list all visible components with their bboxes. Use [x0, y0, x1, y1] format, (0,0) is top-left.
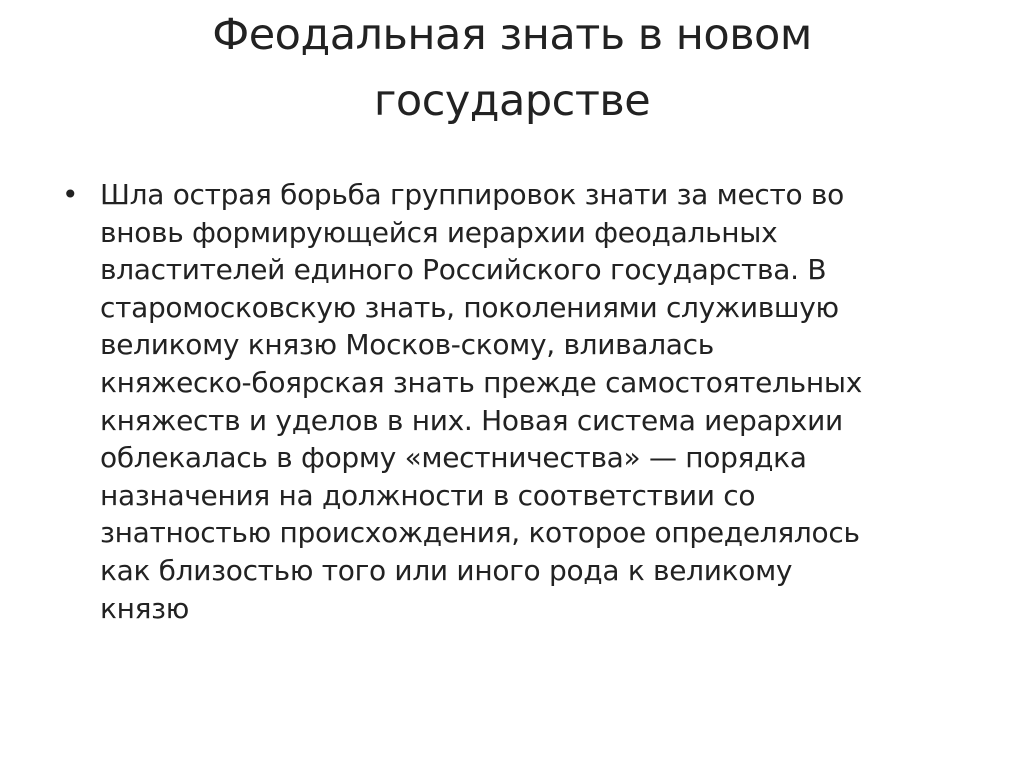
bullet-text-line: княжеско-боярская знать прежде самостоятельных	[100, 365, 862, 399]
slide-title-line: государстве	[373, 76, 651, 126]
bullet-text-line: князю	[100, 591, 190, 625]
bullet-text-line: Шла острая борьба группировок знати за место во	[100, 178, 844, 211]
bullet-text-line: назначения на должности в соответствии со	[100, 478, 756, 512]
bullet-text-line: великому князю Москов-скому, вливалась	[100, 328, 714, 362]
slide-title	[80, 2, 944, 134]
bullet-text-line: княжеств и уделов в них. Новая система иерархии	[100, 403, 843, 437]
bullet-text-line: вновь формирующейся иерархии феодальных	[100, 215, 778, 249]
bullet-text	[100, 176, 862, 627]
slide-title-line: Феодальная знать в новом	[212, 10, 812, 60]
bullet-text-line: как близостью того или иного рода к великому	[100, 553, 793, 587]
bullet-text-line: знатностью происхождения, которое определялось	[100, 516, 860, 550]
bullet-text-line: старомосковскую знать, поколениями служившую	[100, 290, 839, 324]
bullet-icon: •	[62, 178, 79, 211]
bullet-text-line: облекалась в форму «местничества» — порядка	[100, 441, 807, 475]
bullet-text-line: властителей единого Российского государства. В	[100, 253, 827, 287]
